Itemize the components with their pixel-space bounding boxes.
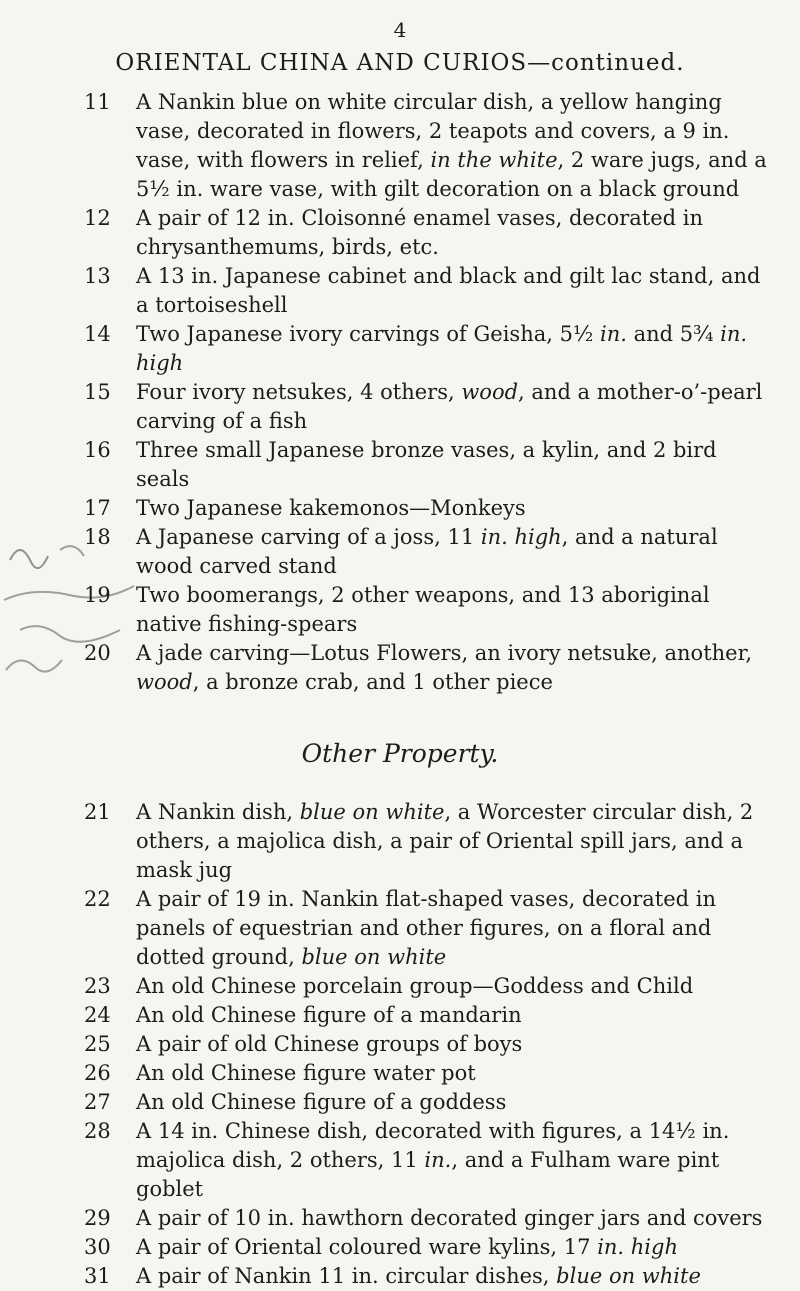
lot-item — [0, 1117, 800, 1204]
lot-description: A jade carving—Lotus Flowers, an ivory netsuke, another, wood, a bronze crab, and 1 other piece — [136, 641, 752, 694]
lot-number: 26 — [84, 1061, 111, 1085]
lot-item — [0, 1204, 800, 1233]
lot-item — [0, 581, 800, 639]
lot-description: A pair of 19 in. Nankin flat-shaped vases, decorated in panels of equestrian and other figures, on a floral and dotted ground, blue on white — [136, 887, 717, 969]
lot-number: 11 — [84, 90, 111, 114]
lot-description: An old Chinese porcelain group—Goddess and Child — [136, 974, 694, 998]
lot-description: A pair of 12 in. Cloisonné enamel vases, decorated in chrysanthemums, birds, etc. — [136, 206, 704, 259]
lot-item — [0, 320, 800, 378]
lot-list — [0, 88, 800, 1291]
lot-number: 22 — [84, 887, 111, 911]
lot-item — [0, 1030, 800, 1059]
lot-number: 30 — [84, 1235, 111, 1259]
lot-group-other-property — [0, 798, 800, 1291]
lot-description: A pair of old Chinese groups of boys — [136, 1032, 523, 1056]
lot-number: 12 — [84, 206, 111, 230]
lot-description: Two boomerangs, 2 other weapons, and 13 aboriginal native fishing-spears — [136, 583, 710, 636]
page-heading: ORIENTAL CHINA AND CURIOS—continued. — [115, 50, 685, 76]
lot-number: 16 — [84, 438, 111, 462]
lot-description: An old Chinese figure water pot — [136, 1061, 476, 1085]
lot-item — [0, 1059, 800, 1088]
lot-item — [0, 1088, 800, 1117]
lot-number: 23 — [84, 974, 111, 998]
lot-description: A 14 in. Chinese dish, decorated with figures, a 14½ in. majolica dish, 2 others, 11 in., and a Fulham ware pint goblet — [136, 1119, 730, 1201]
lot-description: A 13 in. Japanese cabinet and black and gilt lac stand, and a tortoiseshell — [136, 264, 761, 317]
lot-description: An old Chinese figure of a mandarin — [136, 1003, 522, 1027]
lot-description: A Nankin dish, blue on white, a Worcester circular dish, 2 others, a majolica dish, a pair of Oriental spill jars, and a mask jug — [136, 800, 754, 882]
lot-number: 24 — [84, 1003, 111, 1027]
lot-description: A pair of Nankin 11 in. circular dishes, blue on white — [136, 1264, 701, 1288]
lot-description: Four ivory netsukes, 4 others, wood, and a mother-o’-pearl carving of a fish — [136, 380, 763, 433]
lot-number: 13 — [84, 264, 111, 288]
lot-number: 15 — [84, 380, 111, 404]
lot-number: 27 — [84, 1090, 111, 1114]
lot-item — [0, 494, 800, 523]
lot-number: 31 — [84, 1264, 111, 1288]
lot-number: 18 — [84, 525, 111, 549]
lot-group-oriental — [0, 88, 800, 697]
lot-item — [0, 262, 800, 320]
lot-description: Two Japanese ivory carvings of Geisha, 5½ in. and 5¾ in. high — [136, 322, 748, 375]
lot-number: 21 — [84, 800, 111, 824]
lot-item — [0, 436, 800, 494]
lot-item — [0, 972, 800, 1001]
section-title: Other Property. — [301, 739, 499, 768]
lot-item — [0, 1001, 800, 1030]
lot-description: A pair of 10 in. hawthorn decorated ginger jars and covers — [136, 1206, 763, 1230]
page-number: 4 — [393, 18, 407, 42]
lot-description: Two Japanese kakemonos—Monkeys — [136, 496, 526, 520]
lot-item — [0, 378, 800, 436]
lot-number: 29 — [84, 1206, 111, 1230]
lot-number: 20 — [84, 641, 111, 665]
lot-description: Three small Japanese bronze vases, a kylin, and 2 bird seals — [136, 438, 717, 491]
lot-item — [0, 523, 800, 581]
lot-item — [0, 798, 800, 885]
lot-number: 28 — [84, 1119, 111, 1143]
lot-description: An old Chinese figure of a goddess — [136, 1090, 507, 1114]
lot-item — [0, 1233, 800, 1262]
lot-item — [0, 204, 800, 262]
lot-number: 14 — [84, 322, 111, 346]
lot-description: A Nankin blue on white circular dish, a yellow hanging vase, decorated in flowers, 2 teapots and covers, a 9 in. vase, with flowers in relief, in the white, 2 ware jugs, and a 5½ in. ware vase, with gilt decoration on a black ground — [136, 90, 767, 201]
lot-item — [0, 885, 800, 972]
lot-item — [0, 639, 800, 697]
lot-item — [0, 1262, 800, 1291]
lot-description: A pair of Oriental coloured ware kylins, 17 in. high — [136, 1235, 678, 1259]
lot-item — [0, 88, 800, 204]
lot-number: 25 — [84, 1032, 111, 1056]
lot-description: A Japanese carving of a joss, 11 in. high, and a natural wood carved stand — [136, 525, 718, 578]
lot-number: 17 — [84, 496, 111, 520]
lot-number: 19 — [84, 583, 111, 607]
